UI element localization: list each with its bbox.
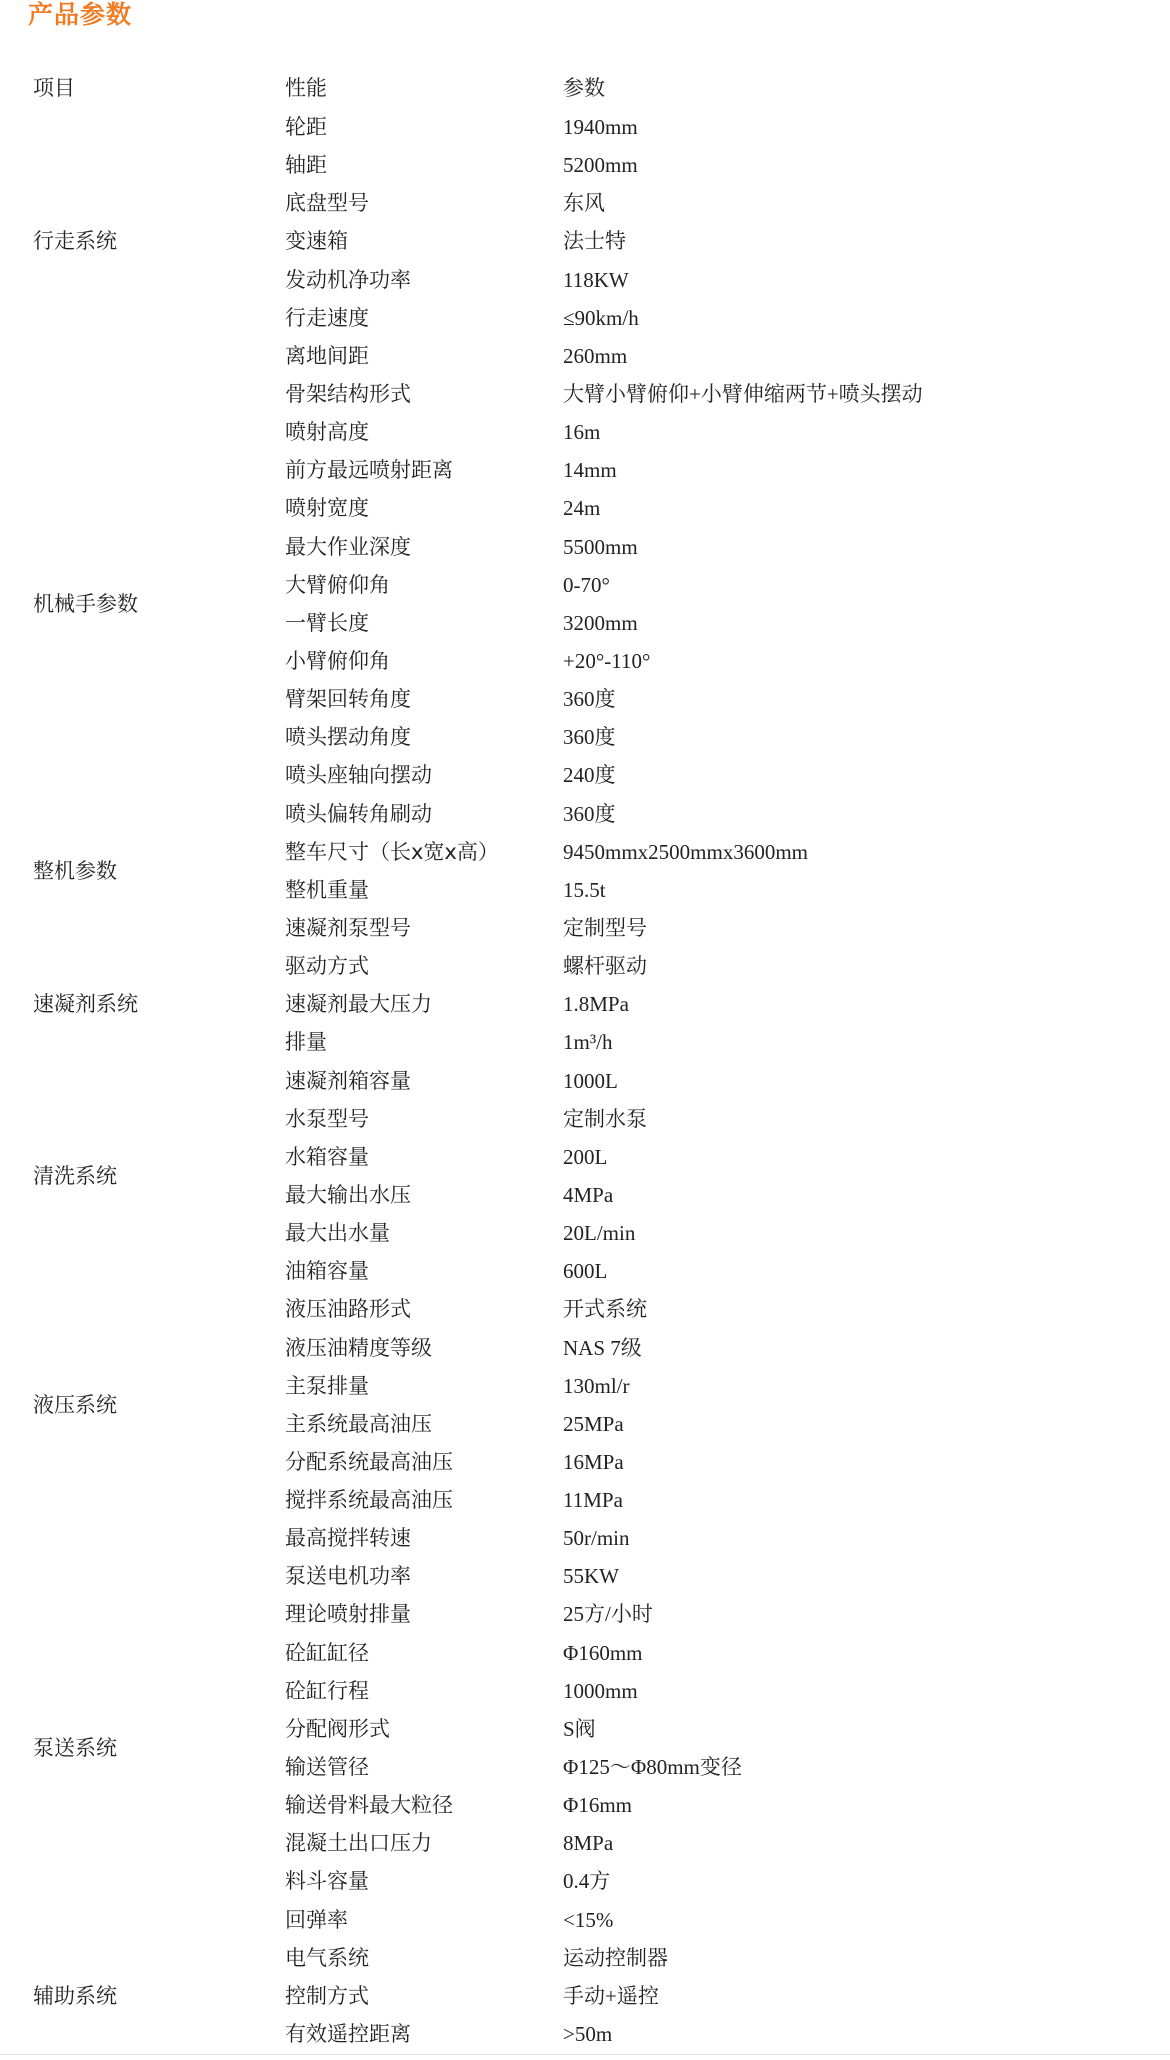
performance-cell: 理论喷射排量: [285, 1602, 411, 1627]
performance-cell: 主泵排量: [285, 1373, 369, 1398]
group-label: 行走系统: [33, 229, 117, 254]
group-label: 辅助系统: [33, 1984, 117, 2009]
parameter-cell: 118KW: [563, 267, 629, 292]
page-title: 产品参数: [28, 0, 133, 29]
parameter-cell: NAS 7级: [563, 1335, 642, 1360]
table-row: [0, 909, 1170, 947]
parameter-cell: 1940mm: [563, 115, 638, 139]
performance-cell: 臂架回转角度: [285, 687, 411, 712]
performance-cell: 行走速度: [285, 305, 369, 330]
parameter-cell: +20°-110°: [563, 648, 651, 673]
table-row: [0, 642, 1170, 680]
parameter-cell: 360度: [563, 801, 616, 826]
performance-cell: 最大作业深度: [285, 534, 411, 559]
parameter-cell: 240度: [563, 763, 616, 788]
performance-cell: 泵送电机功率: [285, 1564, 411, 1589]
table-row: [0, 1481, 1170, 1519]
performance-cell: 速凝剂箱容量: [285, 1068, 411, 1093]
parameter-cell: 130ml/r: [563, 1373, 630, 1398]
performance-cell: 水泵型号: [285, 1106, 369, 1131]
table-row: [0, 1824, 1170, 1862]
parameter-cell: 25MPa: [563, 1411, 624, 1436]
performance-cell: 油箱容量: [285, 1259, 369, 1284]
performance-cell: 控制方式: [285, 1983, 369, 2008]
performance-cell: 离地间距: [285, 343, 369, 368]
group-label: 速凝剂系统: [33, 992, 138, 1017]
table-row: [0, 1939, 1170, 1977]
parameter-cell: 运动控制器: [563, 1945, 668, 1970]
performance-cell: 料斗容量: [285, 1869, 369, 1894]
parameter-cell: 360度: [563, 687, 616, 712]
table-row: [0, 566, 1170, 604]
performance-cell: 速凝剂泵型号: [285, 915, 411, 940]
performance-cell: 有效遥控距离: [285, 2022, 411, 2047]
performance-cell: 驱动方式: [285, 954, 369, 979]
performance-cell: 液压油精度等级: [285, 1335, 432, 1360]
table-row: [0, 108, 1170, 146]
performance-cell: 速凝剂最大压力: [285, 992, 432, 1017]
parameter-cell: 定制水泵: [563, 1106, 647, 1131]
performance-cell: 排量: [285, 1030, 327, 1055]
performance-cell: 喷头座轴向摆动: [285, 763, 432, 788]
performance-cell: 搅拌系统最高油压: [285, 1488, 453, 1513]
table-row: [0, 2015, 1170, 2053]
parameter-cell: 1m³/h: [563, 1030, 613, 1055]
table-row: [0, 413, 1170, 451]
table-row: [0, 451, 1170, 489]
table-row: [0, 1176, 1170, 1214]
table-row: [0, 1367, 1170, 1405]
table-row: [0, 947, 1170, 985]
performance-cell: 回弹率: [285, 1907, 348, 1932]
group-label: 机械手参数: [33, 591, 138, 616]
table-row: [0, 1901, 1170, 1939]
parameter-cell: 1.8MPa: [563, 992, 629, 1017]
parameter-cell: 260mm: [563, 343, 628, 368]
group-label: 液压系统: [33, 1393, 117, 1418]
group-label: 整机参数: [33, 858, 117, 883]
table-row: [0, 1252, 1170, 1290]
parameter-cell: 25方/小时: [563, 1602, 653, 1627]
table-row: [0, 985, 1170, 1023]
performance-cell: 骨架结构形式: [285, 381, 411, 406]
header-performance: 性能: [285, 76, 327, 100]
parameter-cell: 东风: [563, 191, 605, 216]
parameter-cell: 3200mm: [563, 610, 638, 635]
parameter-cell: 手动+遥控: [563, 1983, 659, 2008]
parameter-cell: ≤90km/h: [563, 305, 639, 330]
table-row: [0, 1062, 1170, 1100]
performance-cell: 混凝土出口压力: [285, 1831, 432, 1856]
table-row: [0, 1100, 1170, 1138]
parameter-cell: 开式系统: [563, 1297, 647, 1322]
table-row: [0, 795, 1170, 833]
parameter-cell: 16MPa: [563, 1449, 624, 1474]
parameter-cell: 24m: [563, 496, 601, 521]
table-row: [0, 1672, 1170, 1710]
performance-cell: 液压油路形式: [285, 1297, 411, 1322]
divider: [0, 2054, 1170, 2055]
performance-cell: 分配系统最高油压: [285, 1449, 453, 1474]
table-row: [0, 1557, 1170, 1595]
table-row: [0, 222, 1170, 260]
parameter-cell: Φ16mm: [563, 1793, 633, 1818]
table-row: [0, 833, 1170, 871]
params-table: [0, 108, 1170, 2053]
performance-cell: 轴距: [285, 153, 327, 178]
performance-cell: 发动机净功率: [285, 267, 411, 292]
parameter-cell: 20L/min: [563, 1221, 636, 1246]
performance-cell: 最高搅拌转速: [285, 1526, 411, 1551]
performance-cell: 输送骨料最大粒径: [285, 1793, 453, 1818]
table-row: [0, 1405, 1170, 1443]
parameter-cell: >50m: [563, 2022, 613, 2047]
performance-cell: 分配阀形式: [285, 1716, 390, 1741]
parameter-cell: 定制型号: [563, 915, 647, 940]
parameter-cell: 600L: [563, 1259, 608, 1284]
table-row: [0, 184, 1170, 222]
table-row: [0, 1634, 1170, 1672]
parameter-cell: Φ125～Φ80mm变径: [563, 1755, 742, 1780]
parameter-cell: 360度: [563, 725, 616, 750]
performance-cell: 喷头偏转角刷动: [285, 801, 432, 826]
table-row: [0, 299, 1170, 337]
performance-cell: 整车尺寸（长x宽x高）: [285, 839, 499, 864]
group-label: 泵送系统: [33, 1736, 117, 1761]
performance-cell: 喷射宽度: [285, 496, 369, 521]
parameter-cell: 50r/min: [563, 1526, 630, 1551]
performance-cell: 输送管径: [285, 1755, 369, 1780]
table-row: [0, 1710, 1170, 1748]
parameter-cell: 16m: [563, 420, 601, 445]
performance-cell: 砼缸行程: [285, 1678, 369, 1703]
table-row: [0, 1290, 1170, 1328]
parameter-cell: 1000mm: [563, 1678, 638, 1703]
parameter-cell: 5500mm: [563, 534, 638, 559]
table-row: [0, 1214, 1170, 1252]
table-row: [0, 1443, 1170, 1481]
parameter-cell: 0-70°: [563, 572, 610, 597]
parameter-cell: S阀: [563, 1716, 596, 1741]
parameter-cell: <15%: [563, 1907, 614, 1932]
table-row: [0, 680, 1170, 718]
table-row: [0, 1023, 1170, 1061]
table-row: [0, 1748, 1170, 1786]
table-row: [0, 528, 1170, 566]
performance-cell: 轮距: [285, 115, 327, 139]
parameter-cell: 5200mm: [563, 153, 638, 178]
parameter-cell: 15.5t: [563, 877, 606, 902]
performance-cell: 整机重量: [285, 877, 369, 902]
table-row: [0, 146, 1170, 184]
table-row: [0, 375, 1170, 413]
table-row: [0, 756, 1170, 794]
performance-cell: 喷头摆动角度: [285, 725, 411, 750]
parameter-cell: 14mm: [563, 458, 617, 483]
parameter-cell: 200L: [563, 1144, 608, 1169]
header-parameter: 参数: [563, 76, 605, 100]
performance-cell: 喷射高度: [285, 420, 369, 445]
performance-cell: 大臂俯仰角: [285, 572, 390, 597]
table-row: [0, 718, 1170, 756]
performance-cell: 一臂长度: [285, 610, 369, 635]
table-row: [0, 1977, 1170, 2015]
table-row: [0, 489, 1170, 527]
parameter-cell: 0.4方: [563, 1869, 611, 1894]
table-row: [0, 871, 1170, 909]
performance-cell: 底盘型号: [285, 191, 369, 216]
header-item: 项目: [33, 76, 75, 100]
performance-cell: 变速箱: [285, 229, 348, 254]
table-row: [0, 1329, 1170, 1367]
parameter-cell: 4MPa: [563, 1182, 614, 1207]
parameter-cell: 1000L: [563, 1068, 618, 1093]
table-row: [0, 1138, 1170, 1176]
performance-cell: 主系统最高油压: [285, 1411, 432, 1436]
table-row: [0, 1862, 1170, 1900]
table-row: [0, 1595, 1170, 1633]
table-row: [0, 261, 1170, 299]
table-row: [0, 1519, 1170, 1557]
table-row: [0, 604, 1170, 642]
parameter-cell: 55KW: [563, 1564, 619, 1589]
parameter-cell: 11MPa: [563, 1488, 623, 1513]
table-row: [0, 1786, 1170, 1824]
parameter-cell: 螺杆驱动: [563, 954, 647, 979]
table-row: [0, 337, 1170, 375]
performance-cell: 水箱容量: [285, 1144, 369, 1169]
parameter-cell: 大臂小臂俯仰+小臂伸缩两节+喷头摆动: [563, 381, 923, 406]
performance-cell: 最大出水量: [285, 1221, 390, 1246]
performance-cell: 小臂俯仰角: [285, 648, 390, 673]
group-label: 清洗系统: [33, 1164, 117, 1189]
parameter-cell: 9450mmx2500mmx3600mm: [563, 839, 809, 864]
performance-cell: 最大输出水压: [285, 1182, 411, 1207]
parameter-cell: 法士特: [563, 229, 626, 254]
performance-cell: 前方最远喷射距离: [285, 458, 453, 483]
performance-cell: 电气系统: [285, 1945, 369, 1970]
parameter-cell: Φ160mm: [563, 1640, 643, 1665]
performance-cell: 砼缸缸径: [285, 1640, 369, 1665]
parameter-cell: 8MPa: [563, 1831, 614, 1856]
